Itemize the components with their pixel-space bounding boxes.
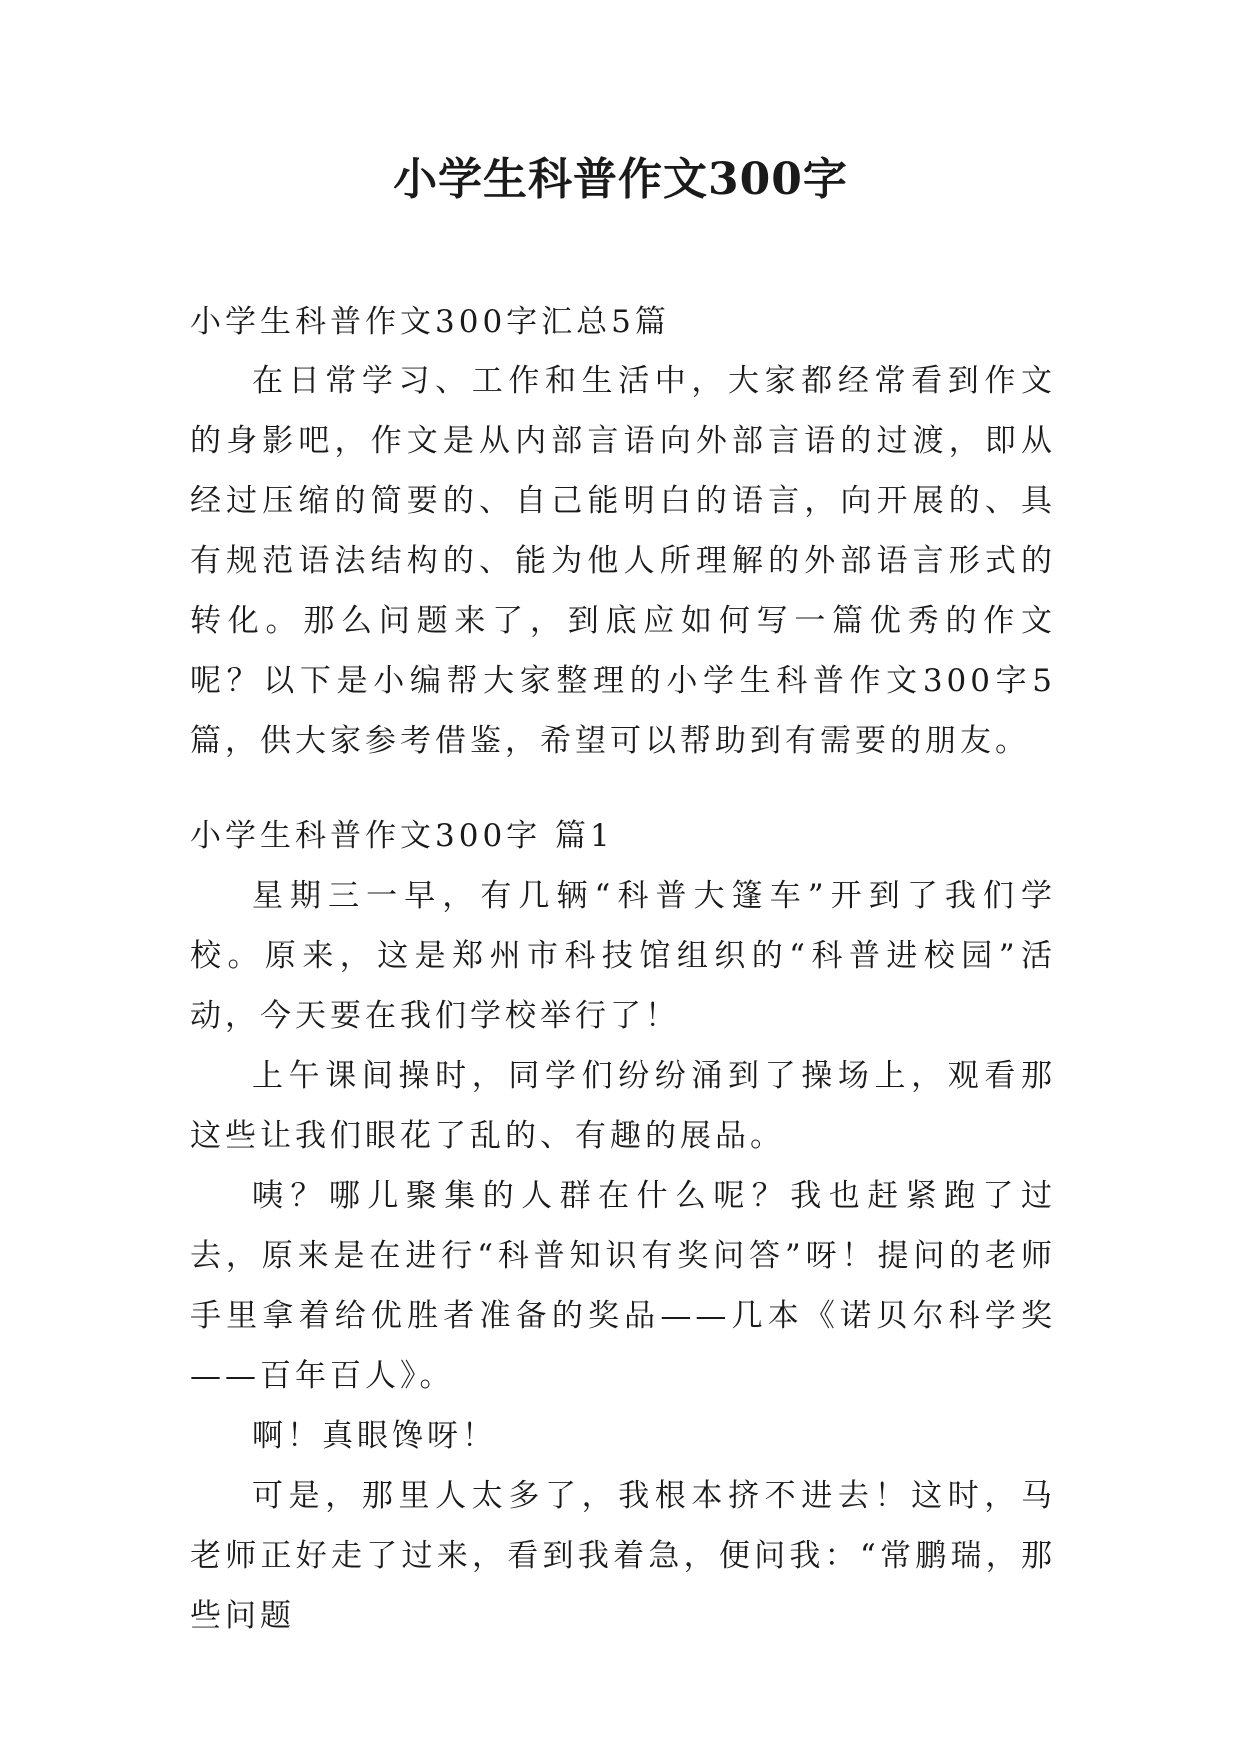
intro-paragraph: 在日常学习、工作和生活中，大家都经常看到作文的身影吧，作文是从内部言语向外部言语的过渡，即从经过压缩的简要的、自己能明白的语言，向开展的、具有规范语法结构的、能为他人所理解的外部语言形式的转化。那么问题来了，到底应如何写一篇优秀的作文呢？以下是小编帮大家整理的小学生科普作文300字5篇，供大家参考借鉴，希望可以帮助到有需要的朋友。 xyxy=(190,363,1056,759)
section-heading: 小学生科普作文300字 篇1 xyxy=(190,818,614,854)
body-paragraph: 星期三一早，有几辆“科普大篷车”开到了我们学校。原来，这是郑州市科技馆组织的“科普进校园”活动，今天要在我们学校举行了！ xyxy=(190,878,1056,1034)
summary-heading: 小学生科普作文300字汇总5篇 xyxy=(190,304,670,340)
document-title: 小学生科普作文300字 xyxy=(393,154,848,205)
body-paragraph: 啊！真眼馋呀！ xyxy=(252,1418,497,1454)
body-paragraph: 可是，那里人太多了，我根本挤不进去！这时，马老师正好走了过来，看到我着急，便问我：“常鹏瑞，那些问题 xyxy=(190,1478,1056,1634)
body-paragraph: 上午课间操时，同学们纷纷涌到了操场上，观看那这些让我们眼花了乱的、有趣的展品。 xyxy=(190,1058,1056,1154)
body-paragraph: 咦？哪儿聚集的人群在什么呢？我也赶紧跑了过去，原来是在进行“科普知识有奖问答”呀！提问的老师手里拿着给优胜者准备的奖品——几本《诺贝尔科学奖——百年百人》。 xyxy=(190,1178,1056,1394)
section-body xyxy=(190,866,1056,1646)
